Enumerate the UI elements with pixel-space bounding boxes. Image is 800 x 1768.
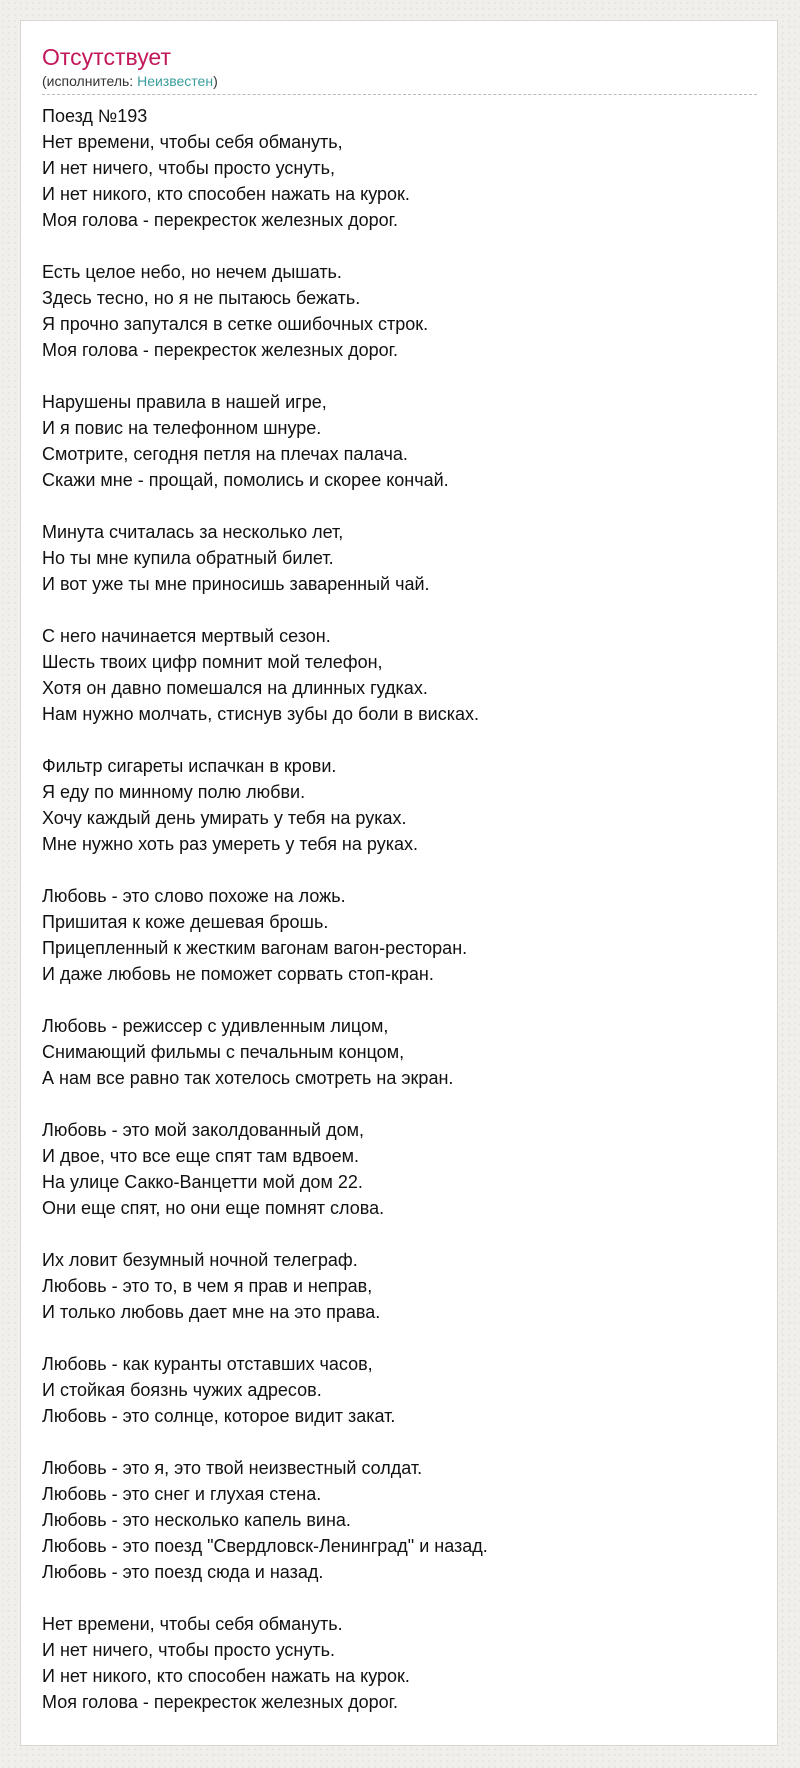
- lyrics-line: Любовь - это солнце, которое видит закат.: [42, 1406, 396, 1426]
- lyrics-line: Минута считалась за несколько лет,: [42, 522, 344, 542]
- lyrics-line: Нарушены правила в нашей игре,: [42, 392, 327, 412]
- lyrics-line: С него начинается мертвый сезон.: [42, 626, 331, 646]
- lyrics-line: На улице Сакко-Ванцетти мой дом 22.: [42, 1172, 363, 1192]
- lyrics-line: Их ловит безумный ночной телеграф.: [42, 1250, 358, 1270]
- lyrics-stanza: [42, 1117, 757, 1221]
- lyrics-stanza: [42, 623, 757, 727]
- lyrics-line: Любовь - это то, в чем я прав и неправ,: [42, 1276, 373, 1296]
- lyrics-line: Хочу каждый день умирать у тебя на руках.: [42, 808, 407, 828]
- lyrics-line: И даже любовь не поможет сорвать стоп-кран.: [42, 964, 434, 984]
- lyrics-line: Смотрите, сегодня петля на плечах палача.: [42, 444, 408, 464]
- lyrics-stanza: [42, 389, 757, 493]
- lyrics-line: Хотя он давно помешался на длинных гудках.: [42, 678, 428, 698]
- song-header: [42, 43, 757, 91]
- lyrics-line: И нет ничего, чтобы просто уснуть,: [42, 158, 335, 178]
- lyrics-line: Скажи мне - прощай, помолись и скорее кончай.: [42, 470, 449, 490]
- lyrics-line: Пришитая к коже дешевая брошь.: [42, 912, 329, 932]
- lyrics-stanza: [42, 1013, 757, 1091]
- lyrics-stanza: [42, 1247, 757, 1325]
- lyrics-line: Любовь - это снег и глухая стена.: [42, 1484, 322, 1504]
- lyrics-line: Мне нужно хоть раз умереть у тебя на руках.: [42, 834, 418, 854]
- lyrics-stanza: [42, 103, 757, 233]
- lyrics-line: И нет никого, кто способен нажать на курок.: [42, 184, 410, 204]
- lyrics-line: Я еду по минному полю любви.: [42, 782, 306, 802]
- lyrics-line: Здесь тесно, но я не пытаюсь бежать.: [42, 288, 361, 308]
- header-divider: [42, 94, 757, 95]
- lyrics-line: Моя голова - перекресток железных дорог.: [42, 210, 399, 230]
- lyrics-line: Любовь - как куранты отставших часов,: [42, 1354, 373, 1374]
- lyrics-line: Нет времени, чтобы себя обмануть,: [42, 132, 343, 152]
- artist-link[interactable]: Неизвестен: [137, 73, 214, 89]
- lyrics-line: Нам нужно молчать, стиснув зубы до боли в висках.: [42, 704, 480, 724]
- artist-suffix: ): [213, 73, 218, 89]
- lyrics-line: Любовь - это поезд сюда и назад.: [42, 1562, 324, 1582]
- lyrics-stanza: [42, 883, 757, 987]
- lyrics-line: Любовь - это несколько капель вина.: [42, 1510, 351, 1530]
- lyrics-stanza: [42, 259, 757, 363]
- lyrics-line: Снимающий фильмы с печальным концом,: [42, 1042, 405, 1062]
- lyrics-line: Нет времени, чтобы себя обмануть.: [42, 1614, 343, 1634]
- lyrics-line: Любовь - это я, это твой неизвестный солдат.: [42, 1458, 423, 1478]
- lyrics-line: Я прочно запутался в сетке ошибочных строк.: [42, 314, 429, 334]
- lyrics-line: Любовь - это мой заколдованный дом,: [42, 1120, 364, 1140]
- lyrics-line: И только любовь дает мне на это права.: [42, 1302, 381, 1322]
- lyrics-line: А нам все равно так хотелось смотреть на экран.: [42, 1068, 454, 1088]
- artist-prefix: (исполнитель:: [42, 73, 138, 89]
- lyrics-line: И я повис на телефонном шнуре.: [42, 418, 322, 438]
- lyrics-line: Есть целое небо, но нечем дышать.: [42, 262, 342, 282]
- lyrics-stanza: [42, 1455, 757, 1585]
- lyrics-line: Шесть твоих цифр помнит мой телефон,: [42, 652, 383, 672]
- lyrics-line: Они еще спят, но они еще помнят слова.: [42, 1198, 385, 1218]
- lyrics-card: [20, 20, 778, 1746]
- lyrics-line: Фильтр сигареты испачкан в крови.: [42, 756, 337, 776]
- lyrics-line: И нет никого, кто способен нажать на курок.: [42, 1666, 410, 1686]
- song-title: Отсутствует: [42, 44, 171, 70]
- lyrics-body: [42, 103, 757, 1741]
- lyrics-stanza: [42, 1351, 757, 1429]
- song-subtitle: [42, 71, 757, 91]
- lyrics-line: Любовь - режиссер с удивленным лицом,: [42, 1016, 389, 1036]
- lyrics-line: И вот уже ты мне приносишь заваренный чай.: [42, 574, 430, 594]
- lyrics-line: И нет ничего, чтобы просто уснуть.: [42, 1640, 335, 1660]
- lyrics-line: Поезд №193: [42, 106, 148, 126]
- lyrics-line: Прицепленный к жестким вагонам вагон-ресторан.: [42, 938, 468, 958]
- lyrics-line: Любовь - это поезд "Свердловск-Ленинград" и назад.: [42, 1536, 488, 1556]
- lyrics-line: Моя голова - перекресток железных дорог.: [42, 1692, 399, 1712]
- lyrics-stanza: [42, 519, 757, 597]
- lyrics-line: Любовь - это слово похоже на ложь.: [42, 886, 346, 906]
- lyrics-line: И двое, что все еще спят там вдвоем.: [42, 1146, 360, 1166]
- lyrics-line: Но ты мне купила обратный билет.: [42, 548, 334, 568]
- lyrics-line: Моя голова - перекресток железных дорог.: [42, 340, 399, 360]
- lyrics-line: И стойкая боязнь чужих адресов.: [42, 1380, 322, 1400]
- lyrics-stanza: [42, 1611, 757, 1715]
- lyrics-stanza: [42, 753, 757, 857]
